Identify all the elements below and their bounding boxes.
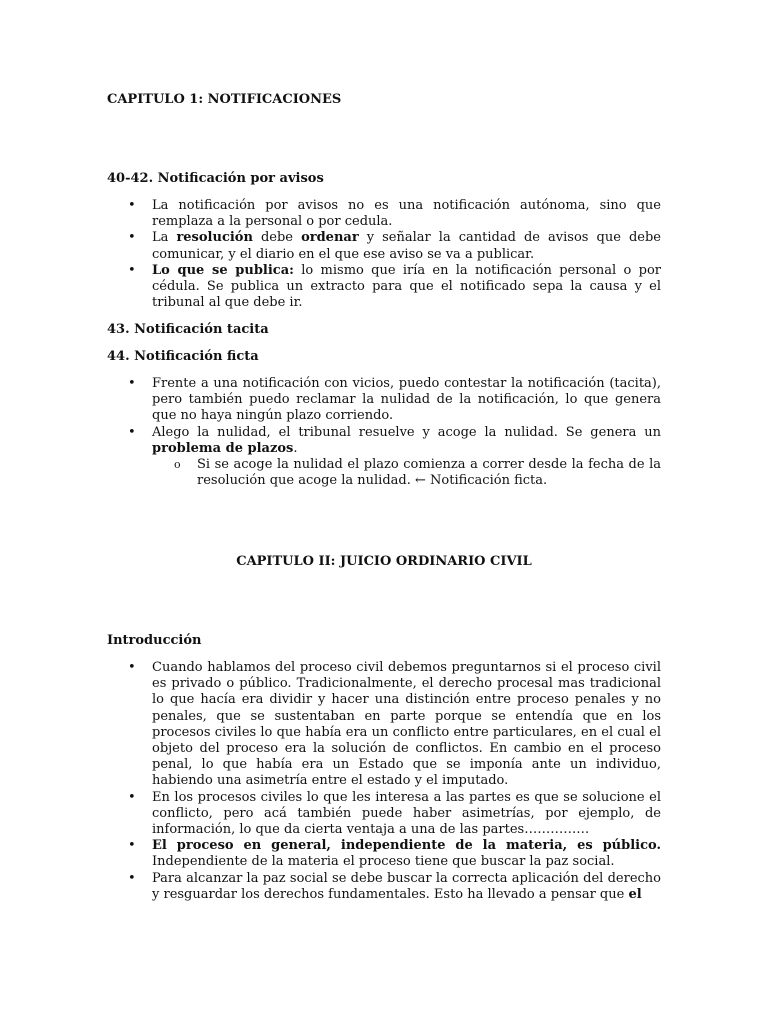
- introduction-list: [107, 660, 661, 903]
- list-item: [107, 790, 661, 839]
- list-item: [107, 838, 661, 870]
- emphasis-text: Lo que se publica:: [152, 262, 294, 278]
- list-item-text: .: [293, 440, 298, 456]
- chapter-1-title: CAPITULO 1: NOTIFICACIONES: [107, 92, 342, 107]
- bullet-icon: •: [128, 789, 136, 805]
- list-item: [107, 198, 661, 230]
- introduction-heading: Introducción: [107, 633, 202, 648]
- bullet-icon: •: [128, 376, 136, 391]
- bullet-icon: •: [128, 262, 136, 278]
- sub-list-item: [107, 457, 661, 489]
- bullet-icon: •: [128, 230, 136, 246]
- list-item-text: lo mismo que iría en la notificación personal o por cédula. Se publica un extracto para que el notificado sepa la causa y el tribunal al que debe ir.: [152, 262, 662, 311]
- list-item-text: y señalar la cantidad de avisos que debe comunicar, y el diario en el que ese aviso se va a publicar.: [152, 230, 661, 262]
- list-item-text: debe: [252, 230, 302, 246]
- emphasis-text: resolución: [176, 230, 253, 246]
- section-40-42-heading: 40-42. Notificación por avisos: [107, 171, 324, 186]
- chapter-2-title: CAPITULO II: JUICIO ORDINARIO CIVIL: [236, 554, 532, 569]
- list-item-text: Cuando hablamos del proceso civil debemos preguntarnos si el proceso civil es privado o público. Tradicionalmente, el derecho procesal mas tradicional lo que hacía era dividir y hacer una distinción entre proceso penales y no penales, que se sustentaban en parte porque se entendía que en los procesos civiles lo que había era un conflicto entre particulares, en el cual el objeto del proceso era la solución de conflictos. En cambio en el proceso penal, lo que había era un Estado que se imponía ante un individuo, habiendo una asimetría entre el estado y el imputado.: [152, 660, 661, 789]
- section-44-list: [107, 376, 661, 489]
- list-item-text: Alego la nulidad, el tribunal resuelve y acoge la nulidad. Se genera un: [152, 424, 661, 440]
- list-item-text: La: [152, 230, 177, 246]
- list-item: [107, 376, 661, 425]
- list-item: [107, 263, 661, 312]
- list-item-text: Independiente de la materia el proceso tiene que buscar la paz social.: [152, 854, 615, 870]
- emphasis-text: ordenar: [301, 230, 359, 246]
- list-item-text: En los procesos civiles lo que les interesa a las partes es que se solucione el conflicto, pero acá también puede haber asimetrías, por ejemplo, de información, lo que da cierta ventaja a una de las partes……………: [152, 789, 661, 838]
- bullet-icon: •: [128, 660, 136, 675]
- list-item: [107, 425, 661, 457]
- list-item-text: Frente a una notificación con vicios, puedo contestar la notificación (tacita), pero también puedo reclamar la nulidad de la notificación, lo que genera que no haya ningún plazo corriendo.: [152, 376, 661, 424]
- list-item: [107, 230, 661, 262]
- section-43-heading: 43. Notificación tacita: [107, 322, 269, 337]
- bullet-icon: •: [128, 838, 136, 854]
- bullet-icon: •: [128, 198, 136, 213]
- list-item-text: La notificación por avisos no es una notificación autónoma, sino que remplaza a la personal o por cedula.: [152, 198, 661, 230]
- bullet-icon: •: [128, 870, 136, 886]
- list-item: [107, 660, 661, 790]
- section-44-heading: 44. Notificación ficta: [107, 349, 259, 364]
- list-item-text: Si se acoge la nulidad el plazo comienza a correr desde la fecha de la resolución que acoge la nulidad. ← Notificación ficta.: [197, 457, 661, 489]
- emphasis-text: el: [628, 886, 642, 902]
- circle-bullet-icon: o: [174, 458, 181, 472]
- emphasis-text: problema de plazos: [152, 440, 294, 456]
- emphasis-text: El proceso en general, independiente de la materia, es público.: [152, 838, 661, 854]
- section-40-42-list: [107, 198, 661, 311]
- list-item: [107, 871, 661, 903]
- bullet-icon: •: [128, 424, 136, 440]
- list-item-text: Para alcanzar la paz social se debe buscar la correcta aplicación del derecho y resguardar los derechos fundamentales. Esto ha llevado a pensar que: [152, 870, 661, 902]
